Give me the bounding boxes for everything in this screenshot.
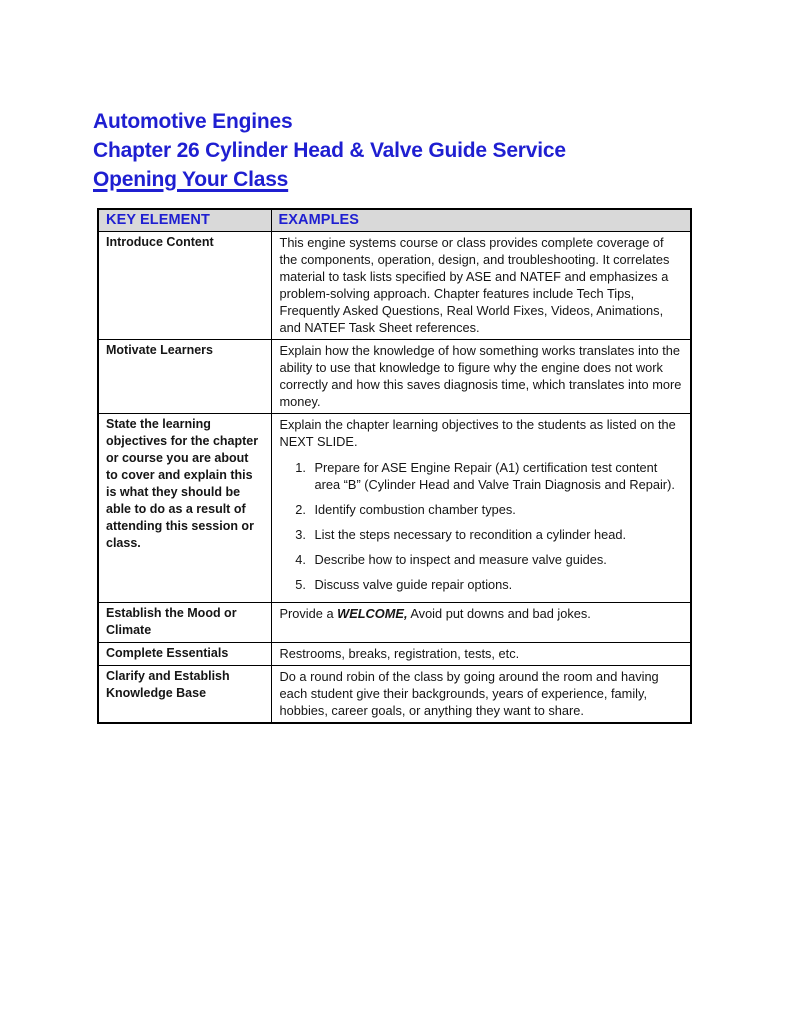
example-text-emphasis: WELCOME, xyxy=(337,606,408,621)
example-text: Explain how the knowledge of how something works translates into the ability to use that knowledge to figure why the engine does not work correctly and how this saves diagnosis time, which translates into more money. xyxy=(279,343,682,409)
key-cell: Establish the Mood or Climate xyxy=(98,603,271,643)
example-text: Do a round robin of the class by going around the room and having each student give their backgrounds, years of experience, family, hobbies, career goals, or anything they want to share. xyxy=(279,669,659,718)
example-cell xyxy=(271,603,691,643)
table-row-complete-essentials xyxy=(98,643,691,666)
example-cell xyxy=(271,414,691,603)
table-row-clarify-knowledge xyxy=(98,666,691,724)
table-row-motivate-learners xyxy=(98,340,691,414)
objectives-list-item: 2. Identify combustion chamber types. xyxy=(310,501,683,518)
key-cell: State the learning objectives for the chapter or course you are about to cover and explain this is what they should be able to do as a result of attending this session or class. xyxy=(98,414,271,603)
objectives-list-item: 1. Prepare for ASE Engine Repair (A1) certification test content area “B” (Cylinder Head and Valve Train Diagnosis and Repair). xyxy=(310,459,683,493)
table-row-introduce-content xyxy=(98,232,691,340)
example-cell xyxy=(271,643,691,666)
objectives-list xyxy=(280,459,683,593)
example-text: This engine systems course or class provides complete coverage of the components, operation, design, and troubleshooting. It correlates material to task lists specified by ASE and NATEF and emphasizes a problem-solving approach. Chapter features include Tech Tips, Frequently Asked Questions, Real World Fixes, Videos, Animations, and NATEF Task Sheet references. xyxy=(279,235,670,335)
key-element-table xyxy=(97,208,692,724)
objectives-list-item: 3. List the steps necessary to recondition a cylinder head. xyxy=(310,526,683,543)
col-header-key-element: KEY ELEMENT xyxy=(98,209,271,232)
document-heading xyxy=(93,107,566,194)
section-title: Opening Your Class xyxy=(93,168,289,191)
example-cell xyxy=(271,232,691,340)
objectives-list-item: 4. Describe how to inspect and measure valve guides. xyxy=(310,551,683,568)
col-header-examples: EXAMPLES xyxy=(271,209,691,232)
key-cell: Motivate Learners xyxy=(98,340,271,414)
table-row-establish-mood xyxy=(98,603,691,643)
key-cell: Clarify and Establish Knowledge Base xyxy=(98,666,271,724)
example-text: Explain the chapter learning objectives to the students as listed on the NEXT SLIDE. xyxy=(279,417,676,449)
example-text xyxy=(280,605,683,622)
table-row-learning-objectives xyxy=(98,414,691,603)
table-header-row xyxy=(98,209,691,232)
example-cell xyxy=(271,340,691,414)
key-cell: Introduce Content xyxy=(98,232,271,340)
example-text-suffix: Avoid put downs and bad jokes. xyxy=(407,606,591,621)
chapter-title: Chapter 26 Cylinder Head & Valve Guide Service xyxy=(93,139,566,162)
example-text: Restrooms, breaks, registration, tests, etc. xyxy=(279,646,520,661)
objectives-list-item: 5. Discuss valve guide repair options. xyxy=(310,576,683,593)
example-cell xyxy=(271,666,691,724)
doc-title: Automotive Engines xyxy=(93,110,293,133)
example-text-prefix: Provide a xyxy=(279,606,338,621)
key-cell: Complete Essentials xyxy=(98,643,271,666)
